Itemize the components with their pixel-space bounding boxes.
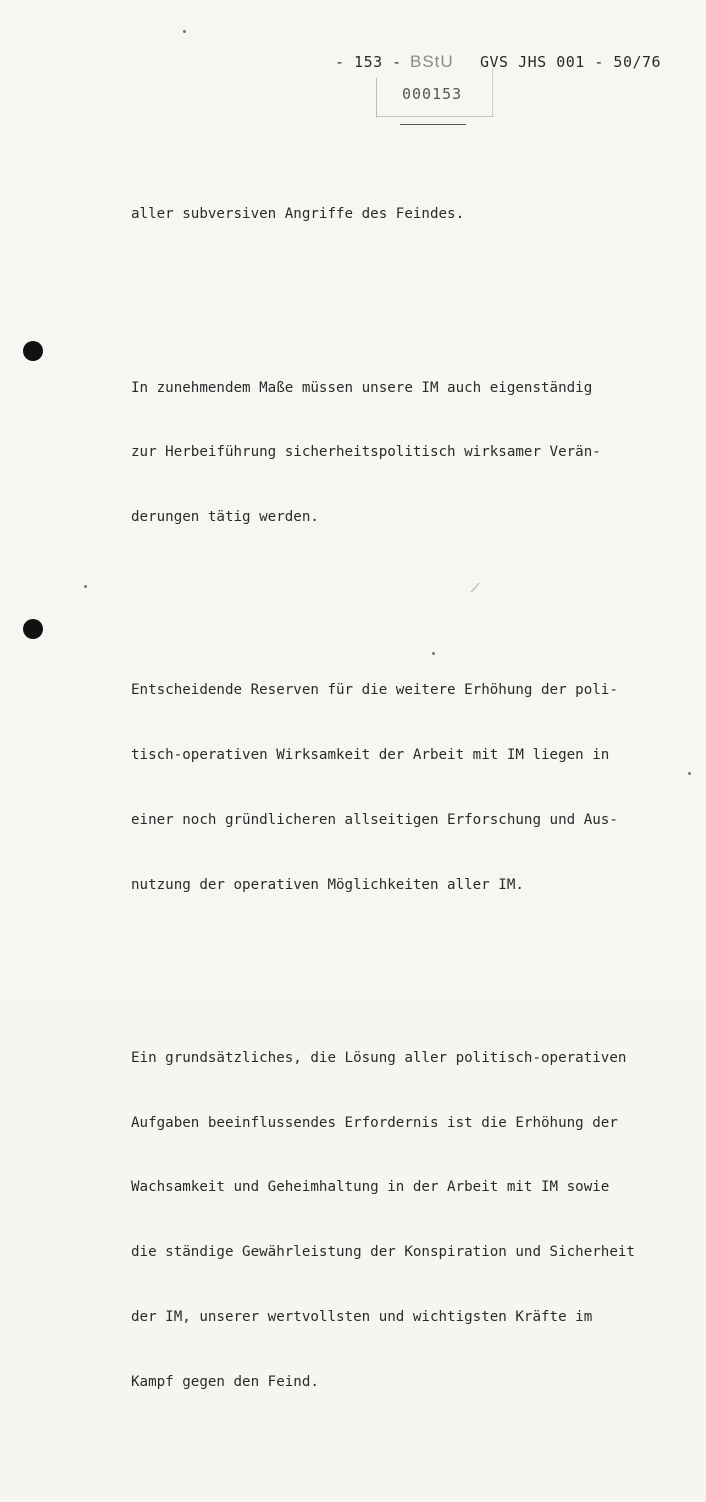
paragraph-4 xyxy=(131,1005,671,1437)
stamp-border-right xyxy=(492,68,493,116)
stamp-border-left xyxy=(376,78,377,118)
text-line: tisch-operativen Wirksamkeit der Arbeit mit IM liegen in xyxy=(131,747,610,764)
punch-hole-bottom xyxy=(23,619,43,639)
text-line: Wachsamkeit und Geheimhaltung in der Arbeit mit IM sowie xyxy=(131,1179,610,1196)
text-line: aller subversiven Angriffe des Feindes. xyxy=(131,206,465,223)
paper-speck xyxy=(688,772,691,775)
text-line: der IM, unserer wertvollsten und wichtigsten Kräfte im xyxy=(131,1308,593,1325)
paper-speck xyxy=(183,30,186,33)
paragraph-2 xyxy=(131,334,671,572)
text-line: Aufgaben beeinflussendes Erfordernis ist die Erhöhung der xyxy=(131,1114,618,1131)
text-line: In zunehmendem Maße müssen unsere IM auch eigenständig xyxy=(131,379,593,396)
text-line: die ständige Gewährleistung der Konspiration und Sicherheit xyxy=(131,1244,635,1261)
paper-speck xyxy=(432,652,435,655)
paragraph-3 xyxy=(131,637,671,939)
text-line: nutzung der operativen Möglichkeiten aller IM. xyxy=(131,876,524,893)
document-reference: GVS JHS 001 - 50/76 xyxy=(480,53,662,71)
pencil-mark: ⟋ xyxy=(471,581,480,595)
text-line: Ein grundsätzliches, die Lösung aller politisch-operativen xyxy=(131,1049,627,1066)
text-line: zur Herbeiführung sicherheitspolitisch wirksamer Verän- xyxy=(131,444,601,461)
text-line: einer noch gründlicheren allseitigen Erforschung und Aus- xyxy=(131,811,618,828)
text-line: derungen tätig werden. xyxy=(131,509,319,526)
stamp-number: 000153 xyxy=(402,85,463,103)
stamp-label: BStU xyxy=(410,52,454,71)
paper-speck xyxy=(84,585,87,588)
paragraph-1 xyxy=(131,161,671,269)
page-number: - 153 - xyxy=(335,53,402,71)
punch-hole-top xyxy=(23,341,43,361)
archive-stamp xyxy=(372,50,496,122)
text-line: Kampf gegen den Feind. xyxy=(131,1373,319,1390)
body-text xyxy=(131,118,671,1502)
text-line: Entscheidende Reserven für die weitere Erhöhung der poli- xyxy=(131,682,618,699)
stamp-border-bottom xyxy=(376,116,494,117)
